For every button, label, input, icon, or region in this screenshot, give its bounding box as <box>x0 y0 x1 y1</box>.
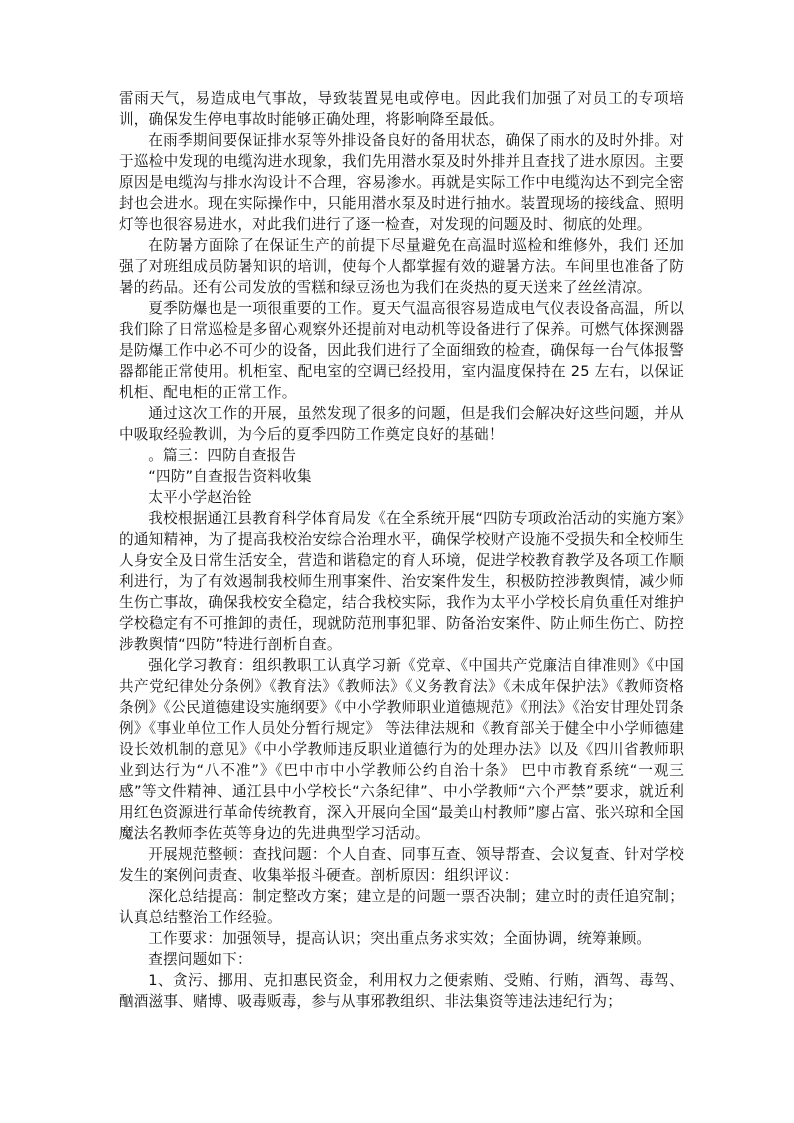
author-line: 太平小学赵治铨 <box>148 489 252 506</box>
paragraph: 强化学习教育：组织教职工认真学习新《党章、《中国共产党廉洁自律准则》《中国共产党纪律处分条例》《教育法》《教师法》《义务教育法》《未成年保护法》《教师资格条例》《公民道德建设实施纲要》《中小学教师职业道德规范》《刑法》《治安甘理处罚条例》《事业单位工作人员处分暂行规定》 等法律法规和《教育部关于健全中小学师德建设长效机制的意见》《中小学教师违反职业道德行为的处理办法》以及《四川省教师职业到达行为“八不准”》《巴中市中小学教师公约自治十条》 巴中市教育系统“一观三感”等文件精神、通江县中小学校长“六条纪律”、中小学教师“六个严禁”要求，就近利用红色资源进行革命传统教育，深入开展向全国“最美山村教师”廖占富、张兴琼和全国魔法名教师李佐英等身边的先进典型学习活动。 <box>119 657 684 842</box>
paragraph: 我校根据通江县教育科学体育局发《在全系统开展“四防专项政治活动的实施方案》的通知精神，为了提高我校治安综合治理水平，确保学校财产设施不受损失和全校师生人身安全及日常生活安全，营造和谐稳定的育人环境，促进学校教育教学及各项工作顺利进行，为了有效遏制我校师生刑事案件、治安案件发生，积极防控涉教舆情，减少师生伤亡事故，确保我校安全稳定，结合我校实际，我作为太平小学校长肩负重任对维护学校稳定有不可推卸的责任，现就防范刑事犯罪、防备治安案件、防止师生伤亡、防控涉教舆情“四防”特进行剖析自查。 <box>119 510 684 653</box>
list-item: 1、贪污、挪用、克扣惠民资金，利用权力之便索贿、受贿、行贿，酒驾、毒驾、酗酒滋事、赌博、吸毒贩毒，参与从事邪教组织、非法集资等违法违纪行为； <box>119 972 684 1010</box>
paragraph: 工作要求：加强领导，提高认识；突出重点务求实效；全面协调，统筹兼顾。 <box>148 930 652 947</box>
paragraph: 通过这次工作的开展，虽然发现了很多的问题，但是我们会解决好这些问题，并从中吸取经验教训，为今后的夏季四防工作奠定良好的基础！ <box>119 405 684 443</box>
paragraph: 在防暑方面除了在保证生产的前提下尽量避免在高温时巡检和维修外，我们 还加强了对班组成员防暑知识的培训，使每个人都掌握有效的避暑方法。车间里也准备了防暑的药品。还有公司发放的雪糕和绿豆汤也为我们在炎热的夏天送来了丝丝清凉。 <box>119 237 684 296</box>
section-heading: 。篇三：四防自查报告 <box>148 447 297 464</box>
paragraph: 雷雨天气，易造成电气事故，导致装置晃电或停电。因此我们加强了对员工的专项培训，确保发生停电事故时能够正确处理，将影响降至最低。 <box>119 90 684 128</box>
paragraph: 开展规范整顿：查找问题：个人自查、同事互查、领导帮查、会议复查、针对学校发生的案例问责查、收集举报斗硬查。剖析原因：组织评议： <box>119 846 684 884</box>
paragraph: 夏季防爆也是一项很重要的工作。夏天气温高很容易造成电气仪表设备高温，所以我们除了日常巡检是多留心观察外还提前对电动机等设备进行了保养。可燃气体探测器是防爆工作中必不可少的设备，因此我们进行了全面细致的检查，确保每一台气体报警器都能正常使用。机柜室、配电室的空调已经投用，室内温度保持在 25 左右，以保证机柜、配电柜的正常工作。 <box>119 300 684 401</box>
paragraph: 在雨季期间要保证排水泵等外排设备良好的备用状态，确保了雨水的及时外排。对于巡检中发现的电缆沟进水现象，我们先用潜水泵及时外排并且查找了进水原因。主要原因是电缆沟与排水沟设计不合理，容易渗水。再就是实际工作中电缆沟达不到完全密封也会进水。现在实际操作中，只能用潜水泵及时进行抽水。装置现场的接线盒、照明灯等也很容易进水，对此我们进行了逐一检查，对发现的问题及时、彻底的处理。 <box>119 132 684 233</box>
paragraph: 深化总结提高：制定整改方案；建立是的问题一票否决制；建立时的责任追究制；认真总结整治工作经验。 <box>119 888 684 926</box>
document-body <box>119 88 684 1012</box>
paragraph: 查摆问题如下： <box>148 951 252 968</box>
document-title: “四防”自查报告资料收集 <box>148 468 312 485</box>
